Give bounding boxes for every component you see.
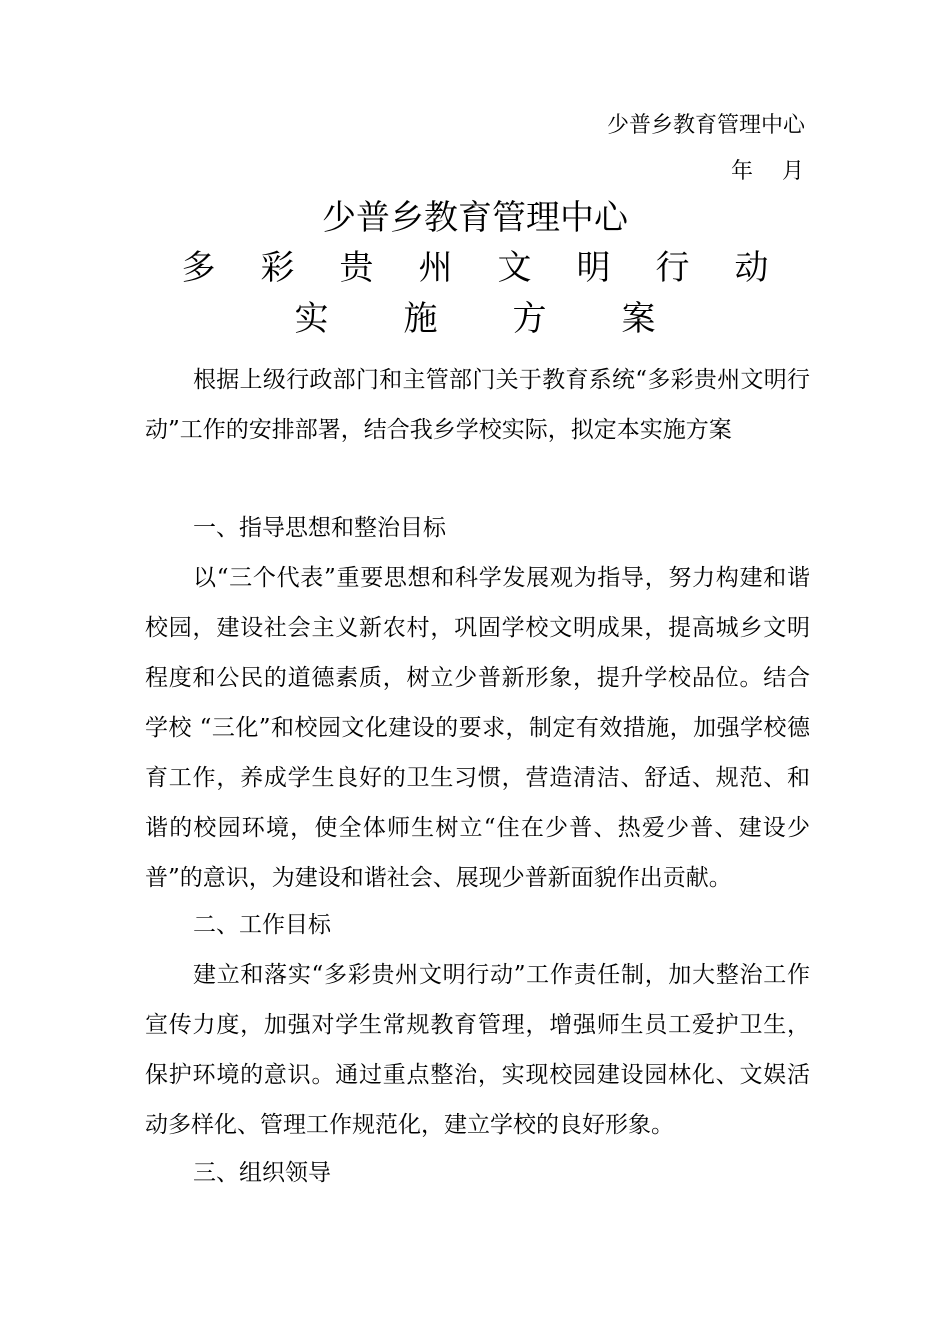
document-title-organization: 少普乡教育管理中心 (322, 198, 628, 238)
title-char: 贵 (339, 248, 374, 288)
section-paragraph-guiding-ideology: 以“三个代表”重要思想和科学发展观为指导，努力构建和谐校园，建设社会主义新农村，巩固学校文明成果，提高城乡文明程度和公民的道德素质，树立少普新形象，提升学校品位。结合学校 “三化”和校园文化建设的要求，制定有效措施，加强学校德育工作，养成学生良好的卫生习惯，营造清洁、舒适、规范、和谐的校园环境，使全体师生树立“住在少普、热爱少普、建设少普”的意识，为建设和谐社会、展现少普新面貌作出贡献。 (145, 565, 810, 891)
title-char: 多 (181, 248, 216, 288)
title-char: 文 (497, 248, 532, 288)
document-title-campaign (0, 243, 950, 293)
title-char: 施 (403, 299, 438, 339)
date-line (731, 157, 805, 187)
intro-paragraph: 根据上级行政部门和主管部门关于教育系统“多彩贵州文明行动”工作的安排部署，结合我乡学校实际，拟定本实施方案 (145, 367, 810, 443)
title-char: 实 (294, 299, 329, 339)
title-char: 明 (576, 248, 611, 288)
section-heading-organization-leadership: 三、组织领导 (193, 1160, 331, 1186)
title-char: 彩 (260, 248, 295, 288)
year-label: 年 (730, 159, 754, 184)
title-char: 案 (621, 299, 656, 339)
section-paragraph-work-goals: 建立和落实“多彩贵州文明行动”工作责任制，加大整治工作宣传力度，加强对学生常规教育管理，增强师生员工爱护卫生，保护环境的意识。通过重点整治，实现校园建设园林化、文娱活动多样化、管理工作规范化，建立学校的良好形象。 (145, 962, 810, 1138)
title-char: 动 (734, 248, 769, 288)
title-char: 州 (418, 248, 453, 288)
title-char: 方 (512, 299, 547, 339)
month-label: 月 (781, 159, 805, 184)
document-title-plan (0, 294, 950, 344)
title-char: 行 (655, 248, 690, 288)
section-heading-guiding-ideology: 一、指导思想和整治目标 (193, 515, 446, 541)
section-heading-work-goals: 二、工作目标 (193, 912, 331, 938)
issuing-organization: 少普乡教育管理中心 (606, 113, 805, 138)
